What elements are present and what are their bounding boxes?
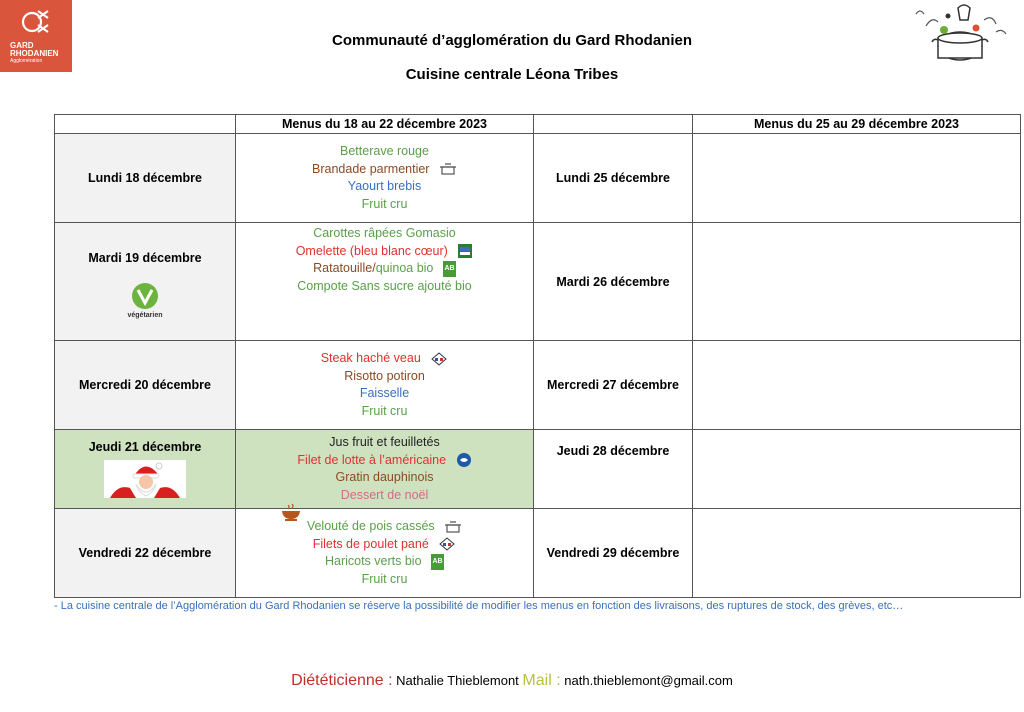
disclaimer-note: - La cuisine centrale de l’Agglomération du Gard Rhodanien se réserve la possibilité de modifier les menus en fonction des livraisons, des ruptures de stock, des grèves, etc…	[54, 600, 904, 612]
empty-dish-cell	[693, 430, 1021, 509]
dish-item-row	[236, 368, 533, 386]
dish-item-row	[236, 553, 533, 571]
dish-cell	[236, 341, 534, 430]
dish-item-row	[236, 350, 533, 368]
day-cell: Vendredi 22 décembre	[55, 509, 236, 598]
homemade-pot-icon	[439, 162, 457, 176]
table-row	[55, 430, 1021, 509]
dietitian-name: Nathalie Thieblemont	[396, 673, 519, 688]
dish-item: Haricots verts bio	[324, 554, 422, 568]
msc-fish-icon	[456, 452, 472, 468]
soup-bowl-icon	[280, 503, 302, 521]
table-row	[55, 223, 1021, 341]
footer-contact	[0, 672, 1024, 690]
dish-item: Faisselle	[359, 386, 410, 400]
day-cell: Mardi 26 décembre	[534, 223, 693, 341]
french-meat-icon	[430, 352, 448, 366]
logo-line2: RHODANIEN	[10, 49, 59, 58]
dish-item: Yaourt brebis	[347, 179, 422, 193]
dish-item: Gratin dauphinois	[335, 470, 434, 484]
dish-item: Jus fruit et feuilletés	[329, 435, 440, 449]
day-cell	[55, 223, 236, 341]
dish-cell	[236, 134, 534, 223]
dish-item-row	[236, 452, 533, 470]
empty-dish-cell	[693, 223, 1021, 341]
empty-header-cell	[534, 115, 693, 134]
week1-header: Menus du 18 au 22 décembre 2023	[236, 115, 534, 134]
empty-header-cell	[55, 115, 236, 134]
homemade-pot-icon	[444, 520, 462, 534]
organic-ab-icon	[443, 261, 456, 277]
dietitian-label: Diététicienne :	[291, 672, 393, 689]
dish-cell	[236, 430, 534, 509]
table-row	[55, 509, 1021, 598]
dish-item: potiron	[383, 368, 425, 383]
dish-item-row	[236, 536, 533, 554]
dish-item: Fruit cru	[361, 196, 408, 211]
empty-dish-cell	[693, 341, 1021, 430]
empty-dish-cell	[693, 134, 1021, 223]
day-cell: Jeudi 28 décembre	[534, 430, 693, 509]
dish-item: quinoa bio	[375, 261, 434, 275]
dish-item: Dessert de noël	[340, 487, 429, 502]
day-label: Jeudi 21 décembre	[88, 440, 202, 454]
day-label: Mardi 19 décembre	[88, 250, 202, 265]
dish-item: Filets de poulet pané	[312, 536, 429, 551]
logo-line1: GARD	[10, 41, 34, 50]
dish-item: Fruit cru	[361, 403, 408, 418]
bleu-blanc-coeur-icon	[457, 243, 473, 259]
french-meat-icon	[438, 537, 456, 551]
page-subtitle: Cuisine centrale Léona Tribes	[405, 66, 619, 83]
table-row	[55, 134, 1021, 223]
header-row	[55, 115, 1021, 134]
contact-email[interactable]: nath.thieblemont@gmail.com	[564, 673, 733, 688]
svg-text:AB: AB	[432, 557, 443, 565]
dish-item: Omelette (bleu blanc cœur)	[295, 243, 448, 258]
dish-cell	[236, 509, 534, 598]
dish-item: Fruit cru	[361, 571, 408, 586]
organic-ab-icon	[431, 554, 444, 570]
vegetarian-badge-icon	[125, 281, 165, 319]
day-cell: Vendredi 29 décembre	[534, 509, 693, 598]
dish-item: Filet de lotte à l’américaine	[297, 452, 447, 467]
svg-text:AB: AB	[444, 264, 455, 272]
menu-table	[54, 114, 1021, 598]
dish-item: Carottes râpées Gomasio	[313, 226, 456, 240]
mail-label: Mail :	[522, 672, 561, 689]
logo-line3: Agglomération	[10, 58, 43, 64]
day-cell: Lundi 25 décembre	[534, 134, 693, 223]
dish-item-row	[236, 243, 533, 261]
santa-claus-icon	[104, 460, 186, 498]
dish-item: Brandade parmentier	[312, 161, 430, 176]
dish-item: Ratatouille	[313, 261, 373, 275]
dish-item-separator: /	[372, 261, 376, 275]
week2-header: Menus du 25 au 29 décembre 2023	[693, 115, 1021, 134]
day-cell	[55, 430, 236, 509]
dish-cell	[236, 223, 534, 341]
day-cell: Mercredi 20 décembre	[55, 341, 236, 430]
dish-item: Betterave rouge	[340, 144, 429, 158]
dish-item-row	[236, 260, 533, 278]
dish-item-row	[236, 161, 533, 179]
empty-dish-cell	[693, 509, 1021, 598]
day-cell: Lundi 18 décembre	[55, 134, 236, 223]
table-row	[55, 341, 1021, 430]
dish-item: Velouté de pois cassés	[306, 519, 435, 533]
dish-item: Compote Sans sucre ajouté bio	[297, 278, 472, 293]
dish-item: Steak haché veau	[320, 351, 421, 365]
page-title: Communauté d’agglomération du Gard Rhodanien	[331, 32, 692, 49]
vegetarian-badge-text: végétarien	[127, 311, 163, 319]
day-cell: Mercredi 27 décembre	[534, 341, 693, 430]
dish-item: Risotto	[344, 368, 384, 383]
